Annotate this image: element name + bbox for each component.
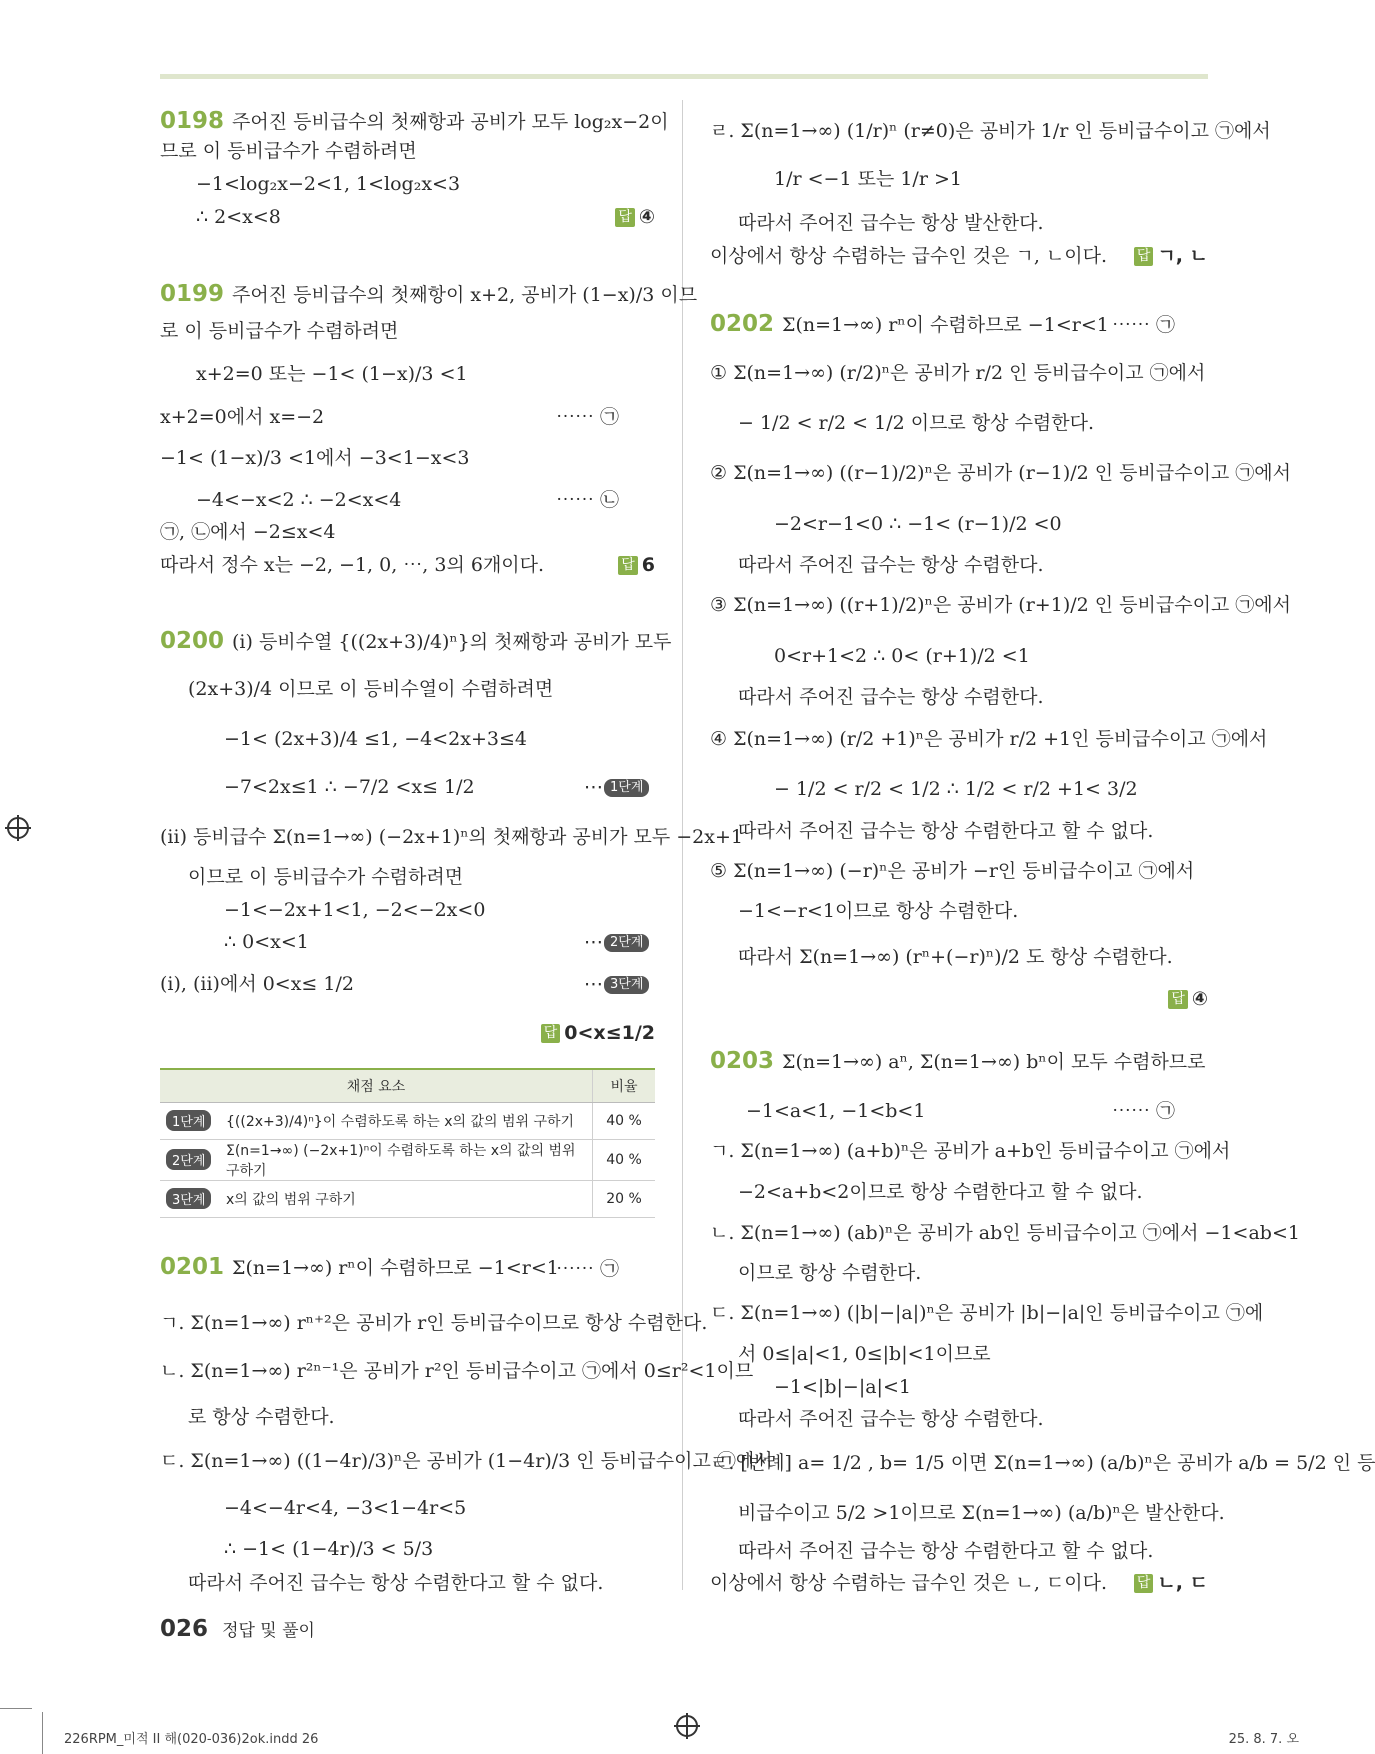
page-section-label: 정답 및 풀이 [222, 1621, 315, 1641]
problem-number: 0202 [710, 311, 775, 337]
problem-0203-line3: ㄱ. Σ(n=1→∞) (a+b)ⁿ은 공비가 a+b인 등비급수이고 ㉠에서 [710, 1140, 1231, 1162]
problem-0201-cont-line3: 따라서 주어진 급수는 항상 발산한다. [738, 212, 1044, 234]
table-header-criteria: 채점 요소 [160, 1069, 593, 1103]
crop-mark-horizontal [0, 1708, 32, 1709]
problem-0198-line3: −1<log₂x−2<1, 1<log₂x<3 [196, 173, 461, 195]
table-cell-rate: 40 % [593, 1103, 656, 1140]
problem-0200-line6: 이므로 이 등비급수가 수렴하려면 [188, 866, 464, 888]
problem-0202-line8: 0<r+1<2 ∴ 0< (r+1)/2 <1 [774, 645, 1030, 667]
tag-0203: ⋯⋯ ㉠ [1112, 1100, 1176, 1122]
answer-badge: 답 [1134, 1574, 1154, 1593]
problem-0202-line12: 따라서 주어진 급수는 항상 수렴한다고 할 수 없다. [738, 820, 1154, 842]
problem-0201-line8: 따라서 주어진 급수는 항상 수렴한다고 할 수 없다. [188, 1572, 604, 1594]
problem-0203-line13: 따라서 주어진 급수는 항상 수렴한다고 할 수 없다. [738, 1540, 1154, 1562]
problem-0201-line2: ㄱ. Σ(n=1→∞) rⁿ⁺²은 공비가 r인 등비급수이므로 항상 수렴한다. [160, 1312, 708, 1334]
problem-0198-line4: ∴ 2<x<8 [196, 206, 281, 228]
problem-0202-line1: 0202 Σ(n=1→∞) rⁿ이 수렴하므로 −1<r<1 [710, 311, 1109, 337]
problem-0200-line5: (ii) 등비급수 Σ(n=1→∞) (−2x+1)ⁿ의 첫째항과 공비가 모두 −2x+1 [160, 826, 743, 848]
table-header-rate: 비율 [593, 1069, 656, 1103]
problem-0201-cont-line4: 이상에서 항상 수렴하는 급수인 것은 ㄱ, ㄴ이다. [710, 245, 1108, 267]
problem-0199-line4: x+2=0에서 x=−2 [160, 406, 325, 428]
problem-0202-line7: ③ Σ(n=1→∞) ((r+1)/2)ⁿ은 공비가 (r+1)/2 인 등비급수이고 ㉠에서 [710, 594, 1292, 616]
answer-0201: 답 ㄱ, ㄴ [1118, 245, 1208, 268]
answer-0203: 답 ㄴ, ㄷ [1118, 1572, 1208, 1595]
table-cell-desc: {((2x+3)/4)ⁿ}이 수렴하도록 하는 x의 값의 범위 구하기 [220, 1103, 593, 1140]
problem-0201-cont-line1: ㄹ. Σ(n=1→∞) (1/r)ⁿ (r≠0)은 공비가 1/r 인 등비급수이고 ㉠에서 [710, 120, 1271, 142]
problem-0200-line1: 0200 (i) 등비수열 {((2x+3)/4)ⁿ}의 첫째항과 공비가 모두 [160, 628, 672, 654]
scoring-table [160, 1068, 655, 1218]
tag-0199-2: ⋯⋯ ㉡ [556, 489, 620, 511]
tag-0202: ⋯⋯ ㉠ [1112, 314, 1176, 336]
problem-0201-line3: ㄴ. Σ(n=1→∞) r²ⁿ⁻¹은 공비가 r²인 등비급수이고 ㉠에서 0≤r²<1이므 [160, 1360, 754, 1382]
answer-badge: 답 [615, 208, 635, 227]
problem-0203-line9: −1<|b|−|a|<1 [774, 1376, 911, 1398]
step-2-marker: ⋯ 2단계 [584, 931, 649, 954]
table-row [160, 1103, 655, 1140]
problem-0203-line10: 따라서 주어진 급수는 항상 수렴한다. [738, 1408, 1044, 1430]
problem-0201-line6: −4<−4r<4, −3<1−4r<5 [224, 1497, 467, 1519]
print-slug-filename: 226RPM_미적 II 해(020-036)2ok.indd 26 [64, 1732, 319, 1747]
problem-number: 0198 [160, 108, 225, 134]
problem-0201-cont-line2: 1/r <−1 또는 1/r >1 [774, 168, 962, 190]
tag-0201: ⋯⋯ ㉠ [556, 1258, 620, 1280]
table-row [160, 1181, 655, 1218]
page-number: 026 [160, 1616, 209, 1642]
answer-badge: 답 [1168, 990, 1188, 1009]
problem-0201-line5: ㄷ. Σ(n=1→∞) ((1−4r)/3)ⁿ은 공비가 (1−4r)/3 인 등비급수이고 ㉠에서 [160, 1450, 773, 1472]
problem-0203-line6: 이므로 항상 수렴한다. [738, 1262, 922, 1284]
answer-0199: 답 6 [555, 554, 655, 577]
step-badge: 3단계 [166, 1188, 211, 1209]
table-cell-rate: 20 % [593, 1181, 656, 1218]
problem-0199-line1: 0199 주어진 등비급수의 첫째항이 x+2, 공비가 (1−x)/3 이므 [160, 281, 698, 307]
problem-0199-line5: −1< (1−x)/3 <1에서 −3<1−x<3 [160, 447, 470, 469]
problem-0203-line14: 이상에서 항상 수렴하는 급수인 것은 ㄴ, ㄷ이다. [710, 1572, 1108, 1594]
problem-0203-line5: ㄴ. Σ(n=1→∞) (ab)ⁿ은 공비가 ab인 등비급수이고 ㉠에서 −1<ab<1 [710, 1222, 1300, 1244]
answer-0202: 답 ④ [1118, 988, 1208, 1011]
table-cell-desc: Σ(n=1→∞) (−2x+1)ⁿ이 수렴하도록 하는 x의 값의 범위 구하기 [220, 1140, 593, 1181]
problem-0200-line2: (2x+3)/4 이므로 이 등비수열이 수렴하려면 [188, 678, 554, 700]
problem-0203-line1: 0203 Σ(n=1→∞) aⁿ, Σ(n=1→∞) bⁿ이 모두 수렴하므로 [710, 1048, 1206, 1074]
problem-0203-line8: 서 0≤|a|<1, 0≤|b|<1이므로 [738, 1343, 991, 1365]
step-1-marker: ⋯ 1단계 [584, 776, 649, 799]
problem-0199-line8: 따라서 정수 x는 −2, −1, 0, ⋯, 3의 6개이다. [160, 554, 545, 576]
registration-mark-icon [676, 1715, 698, 1737]
problem-0202-line13: ⑤ Σ(n=1→∞) (−r)ⁿ은 공비가 −r인 등비급수이고 ㉠에서 [710, 860, 1195, 882]
problem-0202-line11: − 1/2 < r/2 < 1/2 ∴ 1/2 < r/2 +1< 3/2 [774, 778, 1138, 800]
table-header-row [160, 1069, 655, 1103]
problem-0200-line9: (i), (ii)에서 0<x≤ 1/2 [160, 973, 354, 995]
crop-mark-vertical [42, 1712, 43, 1754]
problem-0199-line6: −4<−x<2 ∴ −2<x<4 [196, 489, 402, 511]
problem-0203-line11: ㄹ. [반례] a= 1/2 , b= 1/5 이면 Σ(n=1→∞) (a/b)ⁿ은 공비가 a/b = 5/2 인 등 [710, 1452, 1375, 1474]
problem-0202-line5: −2<r−1<0 ∴ −1< (r−1)/2 <0 [774, 513, 1062, 535]
tag-0199-1: ⋯⋯ ㉠ [556, 406, 620, 428]
step-badge: 1단계 [166, 1110, 211, 1131]
problem-0202-line2: ① Σ(n=1→∞) (r/2)ⁿ은 공비가 r/2 인 등비급수이고 ㉠에서 [710, 362, 1206, 384]
problem-0201-line7: ∴ −1< (1−4r)/3 < 5/3 [224, 1538, 434, 1560]
print-slug-date: 25. 8. 7. 오 [1228, 1732, 1299, 1747]
table-cell-desc: x의 값의 범위 구하기 [220, 1181, 593, 1218]
problem-0203-line7: ㄷ. Σ(n=1→∞) (|b|−|a|)ⁿ은 공비가 |b|−|a|인 등비급수이고 ㉠에 [710, 1302, 1264, 1324]
problem-number: 0200 [160, 628, 225, 654]
problem-0202-line9: 따라서 주어진 급수는 항상 수렴한다. [738, 686, 1044, 708]
problem-number: 0203 [710, 1048, 775, 1074]
problem-0202-line14: −1<−r<1이므로 항상 수렴한다. [738, 900, 1019, 922]
answer-badge: 답 [541, 1024, 561, 1043]
problem-0200-line8: ∴ 0<x<1 [224, 931, 309, 953]
step-badge: 2단계 [166, 1149, 211, 1170]
problem-0201-line1: 0201 Σ(n=1→∞) rⁿ이 수렴하므로 −1<r<1 [160, 1254, 559, 1280]
problem-0202-line4: ② Σ(n=1→∞) ((r−1)/2)ⁿ은 공비가 (r−1)/2 인 등비급수이고 ㉠에서 [710, 462, 1292, 484]
table-row [160, 1140, 655, 1181]
answer-0200: 답 0<x≤1/2 [495, 1022, 655, 1045]
problem-0201-line4: 로 항상 수렴한다. [188, 1406, 335, 1428]
problem-0202-line6: 따라서 주어진 급수는 항상 수렴한다. [738, 554, 1044, 576]
problem-0200-line3: −1< (2x+3)/4 ≤1, −4<2x+3≤4 [224, 728, 527, 750]
problem-0198-line2: 므로 이 등비급수가 수렴하려면 [160, 140, 417, 162]
answer-0198: 답 ④ [555, 206, 655, 229]
problem-0200-line7: −1<−2x+1<1, −2<−2x<0 [224, 899, 486, 921]
problem-0202-line3: − 1/2 < r/2 < 1/2 이므로 항상 수렴한다. [738, 412, 1095, 434]
problem-0202-line15: 따라서 Σ(n=1→∞) (rⁿ+(−r)ⁿ)/2 도 항상 수렴한다. [738, 946, 1173, 968]
problem-number: 0199 [160, 281, 225, 307]
page-footer [160, 1616, 315, 1642]
top-rule [160, 74, 1208, 79]
registration-mark-icon [7, 817, 29, 839]
problem-number: 0201 [160, 1254, 225, 1280]
step-3-marker: ⋯ 3단계 [584, 973, 649, 996]
problem-0202-line10: ④ Σ(n=1→∞) (r/2 +1)ⁿ은 공비가 r/2 +1인 등비급수이고 ㉠에서 [710, 728, 1268, 750]
problem-0203-line2: −1<a<1, −1<b<1 [746, 1100, 926, 1122]
problem-0199-line3: x+2=0 또는 −1< (1−x)/3 <1 [196, 363, 468, 385]
problem-0199-line2: 로 이 등비급수가 수렴하려면 [160, 320, 399, 342]
problem-0198-line1: 0198 주어진 등비급수의 첫째항과 공비가 모두 log₂x−2이 [160, 108, 669, 134]
answer-badge: 답 [1134, 247, 1154, 266]
problem-0203-line4: −2<a+b<2이므로 항상 수렴한다고 할 수 없다. [738, 1181, 1143, 1203]
answer-badge: 답 [618, 556, 638, 575]
table-cell-rate: 40 % [593, 1140, 656, 1181]
problem-0200-line4: −7<2x≤1 ∴ −7/2 <x≤ 1/2 [224, 776, 475, 798]
problem-0199-line7: ㉠, ㉡에서 −2≤x<4 [160, 521, 336, 543]
problem-0203-line12: 비급수이고 5/2 >1이므로 Σ(n=1→∞) (a/b)ⁿ은 발산한다. [738, 1502, 1225, 1524]
